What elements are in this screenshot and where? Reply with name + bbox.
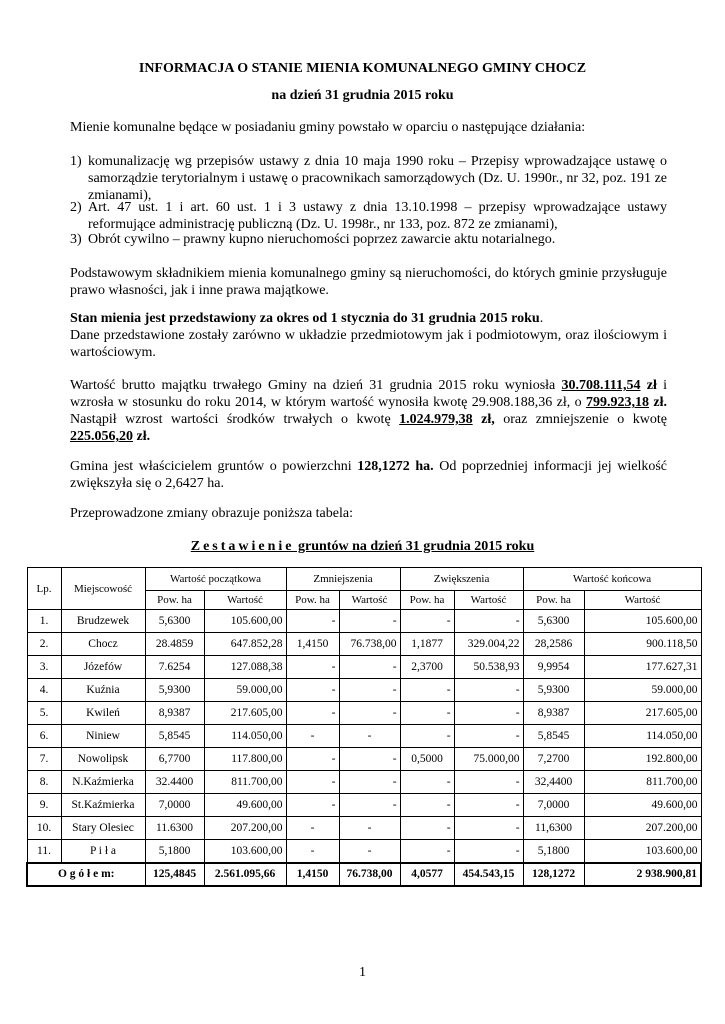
header-start-value: Wartość początkowa xyxy=(145,568,286,591)
cell: - xyxy=(400,610,454,633)
main-paragraph: Podstawowym składnikiem mienia komunalnego gminy są nieruchomości, do których gminie przysługuje prawo własności, jak i inne prawa majątkowe. xyxy=(70,266,667,298)
subheader-ha: Pow. ha xyxy=(523,591,584,610)
table-row xyxy=(27,794,701,817)
header-decrease: Zmniejszenia xyxy=(286,568,400,591)
cell: 811.700,00 xyxy=(204,771,286,794)
table-total-row xyxy=(27,863,701,886)
cell: 114.050,00 xyxy=(584,725,701,748)
list-number: 3) xyxy=(70,232,82,247)
subheader-value: Wartość xyxy=(584,591,701,610)
cell: 105.600,00 xyxy=(584,610,701,633)
cell: 900.118,50 xyxy=(584,633,701,656)
place-cell: St.Kaźmierka xyxy=(61,794,145,817)
header-place: Miejscowość xyxy=(61,568,145,610)
document-subtitle: na dzień 31 grudnia 2015 roku xyxy=(271,88,454,103)
page-number: 1 xyxy=(359,965,366,980)
cell: 2 938.900,81 xyxy=(584,863,701,886)
cell: - xyxy=(286,748,339,771)
cell: - xyxy=(339,702,400,725)
subheader-ha: Pow. ha xyxy=(400,591,454,610)
cell: 7,0000 xyxy=(523,794,584,817)
cell: 9. xyxy=(27,794,61,817)
place-cell: Józefów xyxy=(61,656,145,679)
subheader-value: Wartość xyxy=(339,591,400,610)
cell: - xyxy=(286,794,339,817)
cell: 76.738,00 xyxy=(339,633,400,656)
cell: - xyxy=(400,794,454,817)
cell: 207.200,00 xyxy=(204,817,286,840)
cell: 1,4150 xyxy=(286,633,339,656)
cell: 7. xyxy=(27,748,61,771)
cell: - xyxy=(286,840,339,863)
cell: 11,6300 xyxy=(523,817,584,840)
period-paragraph: Stan mienia jest przedstawiony za okres od 1 stycznia do 31 grudnia 2015 roku. Dane przedstawione zostały zarówno w układzie przedmiotowym jak i podmiotowym, oraz ilościowym i wartościowym. xyxy=(70,311,667,360)
place-cell: Stary Olesiec xyxy=(61,817,145,840)
cell: 103.600,00 xyxy=(204,840,286,863)
cell: 117.800,00 xyxy=(204,748,286,771)
table-row xyxy=(27,840,701,863)
cell: 5,8545 xyxy=(145,725,204,748)
document-title: INFORMACJA O STANIE MIENIA KOMUNALNEGO GMINY CHOCZ xyxy=(138,61,587,76)
cell: 5,9300 xyxy=(145,679,204,702)
table-row xyxy=(27,656,701,679)
cell: - xyxy=(286,610,339,633)
cell: 1,1877 xyxy=(400,633,454,656)
fixed-assets-growth: 1.024.979,38 xyxy=(399,412,473,427)
cell: 6,7700 xyxy=(145,748,204,771)
cell: 7,0000 xyxy=(145,794,204,817)
cell: - xyxy=(400,771,454,794)
cell: 811.700,00 xyxy=(584,771,701,794)
list-item-1 xyxy=(70,153,667,204)
cell: 4. xyxy=(27,679,61,702)
cell: 5,8545 xyxy=(523,725,584,748)
decrease-value: 225.056,20 xyxy=(70,429,133,444)
table-row xyxy=(27,633,701,656)
table-row xyxy=(27,610,701,633)
cell: 28,2586 xyxy=(523,633,584,656)
cell: - xyxy=(400,817,454,840)
place-cell: Chocz xyxy=(61,633,145,656)
table-row xyxy=(27,817,701,840)
header-end-value: Wartość końcowa xyxy=(523,568,701,591)
cell: 114.050,00 xyxy=(204,725,286,748)
place-cell: P i ł a xyxy=(61,840,145,863)
cell: 8,9387 xyxy=(523,702,584,725)
cell: 49.600,00 xyxy=(204,794,286,817)
cell: 2. xyxy=(27,633,61,656)
value-paragraph: Wartość brutto majątku trwałego Gminy na dzień 31 grudnia 2015 roku wyniosła 30.708.111,54 zł i wzrosła w stosunku do roku 2014, w którym wartość wynosiła kwotę 29.908.188,36 zł, o 799.923,18 zł. Nastąpił wzrost wartości środków trwałych o kwotę 1.024.979,38 zł, oraz zmniejszenie o kwotę 225.056,20 zł. xyxy=(70,378,667,444)
period-text: Dane przedstawione zostały zarówno w układzie przedmiotowym jak i podmiotowym, oraz ilościowym i wartościowym. xyxy=(70,328,667,360)
cell: - xyxy=(400,725,454,748)
cell: 5. xyxy=(27,702,61,725)
cell: 127.088,38 xyxy=(204,656,286,679)
cell: - xyxy=(454,794,523,817)
cell: - xyxy=(339,656,400,679)
cell: 0,5000 xyxy=(400,748,454,771)
cell: 5,1800 xyxy=(523,840,584,863)
table-row xyxy=(27,702,701,725)
cell: - xyxy=(339,840,400,863)
list-text: Obrót cywilno – prawny kupno nieruchomości poprzez zawarcie aktu notarialnego. xyxy=(88,232,556,247)
place-cell: N.Kaźmierka xyxy=(61,771,145,794)
header-increase: Zwiększenia xyxy=(400,568,523,591)
cell: 6. xyxy=(27,725,61,748)
cell: 59.000,00 xyxy=(584,679,701,702)
cell: - xyxy=(400,702,454,725)
cell: - xyxy=(286,656,339,679)
cell: - xyxy=(454,771,523,794)
cell: - xyxy=(454,817,523,840)
cell: 128,1272 xyxy=(523,863,584,886)
cell: 217.605,00 xyxy=(204,702,286,725)
cell: - xyxy=(286,771,339,794)
changes-intro: Przeprowadzone zmiany obrazuje poniższa tabela: xyxy=(70,506,353,521)
cell: 5,6300 xyxy=(145,610,204,633)
cell: 32,4400 xyxy=(523,771,584,794)
increase-value: 799.923,18 xyxy=(586,395,649,410)
table-row xyxy=(27,771,701,794)
cell: 5,9300 xyxy=(523,679,584,702)
table-header-row xyxy=(27,568,701,591)
cell: 59.000,00 xyxy=(204,679,286,702)
cell: - xyxy=(286,679,339,702)
table-title: Zestawienie gruntów na dzień 31 grudnia 2015 roku xyxy=(190,539,535,554)
cell: - xyxy=(454,679,523,702)
total-value: 30.708.111,54 xyxy=(561,378,641,393)
cell: - xyxy=(286,725,339,748)
cell: 11. xyxy=(27,840,61,863)
cell: 2.561.095,66 xyxy=(204,863,286,886)
cell: 10. xyxy=(27,817,61,840)
total-label: O g ó ł e m: xyxy=(27,863,145,886)
cell: 28.4859 xyxy=(145,633,204,656)
cell: 103.600,00 xyxy=(584,840,701,863)
cell: 3. xyxy=(27,656,61,679)
cell: 329.004,22 xyxy=(454,633,523,656)
list-item-3 xyxy=(70,231,667,248)
cell: - xyxy=(400,840,454,863)
place-cell: Brudzewek xyxy=(61,610,145,633)
table-title-spaced: Zestawienie xyxy=(190,539,295,554)
cell: 207.200,00 xyxy=(584,817,701,840)
cell: 8. xyxy=(27,771,61,794)
cell: 9,9954 xyxy=(523,656,584,679)
land-summary-table xyxy=(26,567,702,887)
list-number: 2) xyxy=(70,200,82,215)
place-cell: Niniew xyxy=(61,725,145,748)
list-text: Art. 47 ust. 1 i art. 60 ust. 1 i 3 ustawy z dnia 13.10.1998 – przepisy wprowadzające ustawy reformujące administrację publiczną (Dz. U. 1998r., nr 133, poz. 872 ze zmianami), xyxy=(88,200,667,232)
cell: 7.6254 xyxy=(145,656,204,679)
cell: 76.738,00 xyxy=(339,863,400,886)
cell: 75.000,00 xyxy=(454,748,523,771)
cell: 32.4400 xyxy=(145,771,204,794)
cell: 4,0577 xyxy=(400,863,454,886)
subheader-ha: Pow. ha xyxy=(286,591,339,610)
cell: - xyxy=(339,610,400,633)
land-paragraph: Gmina jest właścicielem gruntów o powierzchni 128,1272 ha. Od poprzedniej informacji jej wielkość zwiększyła się o 2,6427 ha. xyxy=(70,459,667,491)
period-bold: Stan mienia jest przedstawiony za okres od 1 stycznia do 31 grudnia 2015 roku xyxy=(70,311,540,326)
cell: 5,1800 xyxy=(145,840,204,863)
cell: 217.605,00 xyxy=(584,702,701,725)
cell: 1,4150 xyxy=(286,863,339,886)
cell: 50.538,93 xyxy=(454,656,523,679)
cell: - xyxy=(454,840,523,863)
list-text: komunalizację wg przepisów ustawy z dnia 10 maja 1990 roku – Przepisy wprowadzające ustawę o samorządzie terytorialnym i ustawę o pracownikach samorządowych (Dz. U. 1990r., nr 32, poz. 191 ze zmianami), xyxy=(88,154,667,203)
cell: 192.800,00 xyxy=(584,748,701,771)
cell: 177.627,31 xyxy=(584,656,701,679)
cell: 2,3700 xyxy=(400,656,454,679)
intro-paragraph: Mienie komunalne będące w posiadaniu gminy powstało w oparciu o następujące działania: xyxy=(70,120,586,135)
table-body xyxy=(27,610,701,863)
cell: - xyxy=(339,725,400,748)
cell: 8,9387 xyxy=(145,702,204,725)
cell: 49.600,00 xyxy=(584,794,701,817)
cell: - xyxy=(339,771,400,794)
land-area: 128,1272 ha. xyxy=(357,459,434,474)
subheader-ha: Pow. ha xyxy=(145,591,204,610)
cell: 11.6300 xyxy=(145,817,204,840)
place-cell: Nowolipsk xyxy=(61,748,145,771)
cell: - xyxy=(400,679,454,702)
cell: 125,4845 xyxy=(145,863,204,886)
cell: - xyxy=(339,817,400,840)
subheader-value: Wartość xyxy=(454,591,523,610)
list-item-2 xyxy=(70,199,667,233)
table-row xyxy=(27,725,701,748)
cell: - xyxy=(286,702,339,725)
cell: 105.600,00 xyxy=(204,610,286,633)
cell: 647.852,28 xyxy=(204,633,286,656)
subheader-value: Wartość xyxy=(204,591,286,610)
cell: 7,2700 xyxy=(523,748,584,771)
cell: - xyxy=(286,817,339,840)
cell: - xyxy=(454,725,523,748)
place-cell: Kwileń xyxy=(61,702,145,725)
cell: 5,6300 xyxy=(523,610,584,633)
cell: 1. xyxy=(27,610,61,633)
cell: - xyxy=(339,794,400,817)
cell: - xyxy=(339,679,400,702)
cell: 454.543,15 xyxy=(454,863,523,886)
cell: - xyxy=(454,702,523,725)
header-lp: Lp. xyxy=(27,568,61,610)
list-number: 1) xyxy=(70,154,82,169)
table-row xyxy=(27,748,701,771)
cell: - xyxy=(339,748,400,771)
place-cell: Kuźnia xyxy=(61,679,145,702)
table-row xyxy=(27,679,701,702)
cell: - xyxy=(454,610,523,633)
